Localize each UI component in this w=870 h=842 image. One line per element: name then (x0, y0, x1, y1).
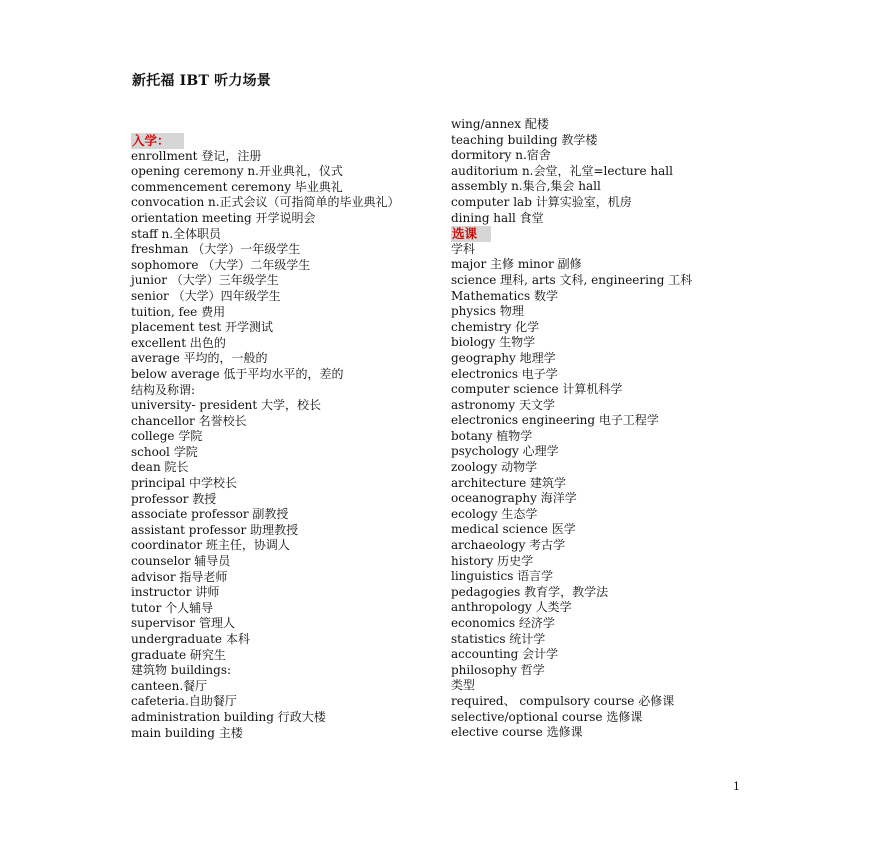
vocab-line: chemistry 化学 (451, 319, 540, 334)
vocab-line: enrollment 登记，注册 (131, 148, 262, 163)
vocab-line: senior （大学）四年级学生 (131, 288, 281, 303)
vocab-line: below average 低于平均水平的，差的 (131, 366, 344, 381)
vocab-line: pedagogies 教育学，教学法 (451, 584, 609, 599)
vocab-line: science 理科, arts 文科, engineering 工科 (451, 272, 693, 287)
vocab-line: advisor 指导老师 (131, 569, 228, 584)
vocab-line: electronics engineering 电子工程学 (451, 413, 659, 428)
vocab-line: required、 compulsory course 必修课 (451, 693, 675, 708)
vocab-line: archaeology 考古学 (451, 538, 566, 553)
vocab-line: ecology 生态学 (451, 506, 538, 521)
vocab-line: biology 生物学 (451, 335, 536, 350)
vocab-line: wing/annex 配楼 (451, 117, 549, 131)
vocab-line: linguistics 语言学 (451, 569, 554, 584)
vocab-line: dining hall 食堂 (451, 210, 544, 225)
section-heading-label: 入学： (131, 133, 184, 149)
vocab-line: instructor 讲师 (131, 585, 220, 600)
vocab-line: university- president 大学，校长 (131, 398, 322, 413)
vocab-line: main building 主楼 (131, 725, 243, 740)
vocab-line: selective/optional course 选修课 (451, 709, 643, 724)
vocab-line: administration building 行政大楼 (131, 709, 326, 724)
vocab-line: 建筑物 buildings: (131, 663, 232, 678)
vocab-line: Mathematics 数学 (451, 288, 558, 303)
left-column (131, 133, 431, 741)
vocab-line: opening ceremony n.开业典礼，仪式 (131, 164, 343, 179)
vocab-line: 类型 (451, 678, 476, 693)
vocab-line: principal 中学校长 (131, 476, 238, 491)
vocab-line: college 学院 (131, 429, 203, 444)
vocab-line: 结构及称谓: (131, 382, 196, 397)
vocab-line: medical science 医学 (451, 522, 576, 537)
vocab-line: tuition, fee 费用 (131, 304, 226, 319)
vocab-line: freshman （大学）一年级学生 (131, 242, 301, 257)
vocab-line: supervisor 管理人 (131, 616, 235, 631)
vocab-line: astronomy 天文学 (451, 397, 556, 412)
vocab-line: teaching building 教学楼 (451, 132, 598, 147)
vocab-line: canteen.餐厅 (131, 678, 208, 693)
vocab-line: junior （大学）三年级学生 (131, 273, 279, 288)
vocab-line: dormitory n.宿舍 (451, 148, 551, 163)
vocab-line: average 平均的，一般的 (131, 351, 268, 366)
vocab-line: assistant professor 助理教授 (131, 522, 299, 537)
vocab-line: commencement ceremony 毕业典礼 (131, 179, 343, 194)
page-title: 新托福 IBT 听力场景 (132, 73, 271, 89)
vocab-line: auditorium n.会堂，礼堂=lecture hall (451, 163, 673, 178)
right-column (451, 117, 751, 741)
vocab-line: coordinator 班主任，协调人 (131, 538, 290, 553)
vocab-line: statistics 统计学 (451, 631, 546, 646)
vocab-line: accounting 会计学 (451, 647, 559, 662)
vocab-line: staff n.全体职员 (131, 226, 222, 241)
vocab-line: tutor 个人辅导 (131, 600, 214, 615)
vocab-line: sophomore （大学）二年级学生 (131, 257, 311, 272)
vocab-line: professor 教授 (131, 491, 217, 506)
vocab-line: anthropology 人类学 (451, 600, 572, 615)
vocab-line: zoology 动物学 (451, 460, 538, 475)
vocab-line: architecture 建筑学 (451, 475, 567, 490)
vocab-line: undergraduate 本科 (131, 632, 250, 646)
vocab-line: graduate 研究生 (131, 647, 226, 662)
vocab-line: excellent 出色的 (131, 335, 226, 350)
vocab-line: botany 植物学 (451, 428, 533, 443)
vocab-line: philosophy 哲学 (451, 662, 545, 677)
vocab-line: associate professor 副教授 (131, 507, 289, 522)
vocab-line: elective course 选修课 (451, 725, 583, 740)
vocab-line: computer science 计算机科学 (451, 382, 623, 397)
vocab-line: dean 院长 (131, 460, 189, 475)
vocab-line: assembly n.集合,集会 hall (451, 179, 601, 194)
vocab-line: history 历史学 (451, 553, 534, 568)
page-number: 1 (733, 780, 740, 793)
vocab-line: chancellor 名誉校长 (131, 413, 247, 428)
vocab-line: economics 经济学 (451, 616, 555, 630)
vocab-line: school 学院 (131, 444, 198, 459)
vocab-line: placement test 开学测试 (131, 320, 274, 335)
vocab-line: major 主修 minor 副修 (451, 257, 582, 272)
vocab-line: computer lab 计算实验室，机房 (451, 194, 632, 209)
vocab-line: oceanography 海洋学 (451, 491, 577, 506)
vocab-line: electronics 电子学 (451, 366, 558, 381)
vocab-line: psychology 心理学 (451, 444, 559, 459)
vocab-line: orientation meeting 开学说明会 (131, 210, 316, 225)
vocab-line: convocation n.正式会议（可指简单的毕业典礼） (131, 195, 400, 210)
vocab-line: cafeteria.自助餐厅 (131, 694, 237, 709)
section-heading (451, 226, 751, 242)
vocab-line: geography 地理学 (451, 350, 556, 365)
section-heading (131, 133, 431, 149)
vocab-line: physics 物理 (451, 304, 524, 319)
section-heading-label: 选课 (451, 226, 491, 242)
vocab-line: counselor 辅导员 (131, 554, 231, 569)
vocab-line: 学科 (451, 241, 476, 256)
